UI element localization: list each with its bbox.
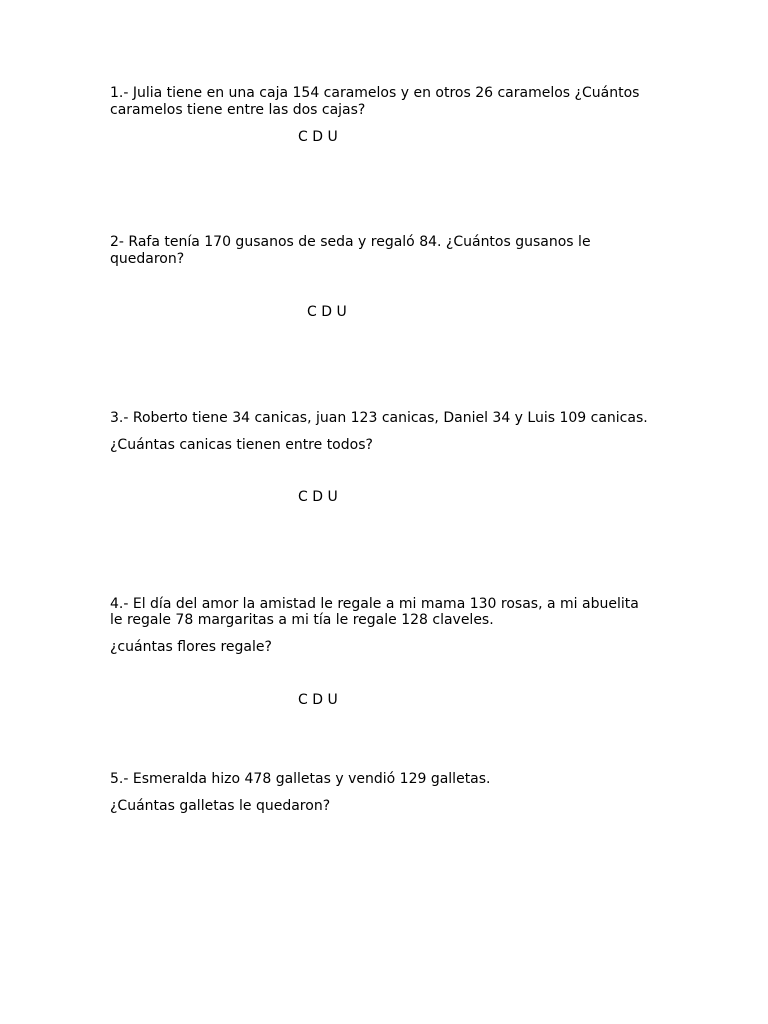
problem-1-line-1: 1.- Julia tiene en una caja 154 caramelos y en otros 26 caramelos ¿Cuántos [110, 85, 640, 101]
problem-3-cdu-header: C D U [298, 489, 338, 505]
problem-4-line-3: ¿cuántas flores regale? [110, 639, 272, 655]
problem-3-line-1: 3.- Roberto tiene 34 canicas, juan 123 canicas, Daniel 34 y Luis 109 canicas. [110, 410, 648, 426]
problem-3-line-2: ¿Cuántas canicas tienen entre todos? [110, 437, 373, 453]
problem-2-cdu-header: C D U [307, 304, 347, 320]
problem-1-line-2: caramelos tiene entre las dos cajas? [110, 102, 366, 118]
problem-1-cdu-header: C D U [298, 129, 338, 145]
problem-2-line-2: quedaron? [110, 251, 185, 267]
problem-4-line-1: 4.- El día del amor la amistad le regale a mi mama 130 rosas, a mi abuelita [110, 596, 639, 612]
problem-2-line-1: 2- Rafa tenía 170 gusanos de seda y regaló 84. ¿Cuántos gusanos le [110, 234, 591, 250]
problem-4-line-2: le regale 78 margaritas a mi tía le regale 128 claveles. [110, 612, 494, 628]
problem-5-line-1: 5.- Esmeralda hizo 478 galletas y vendió 129 galletas. [110, 771, 491, 787]
problem-5-line-2: ¿Cuántas galletas le quedaron? [110, 798, 331, 814]
problem-4-cdu-header: C D U [298, 692, 338, 708]
